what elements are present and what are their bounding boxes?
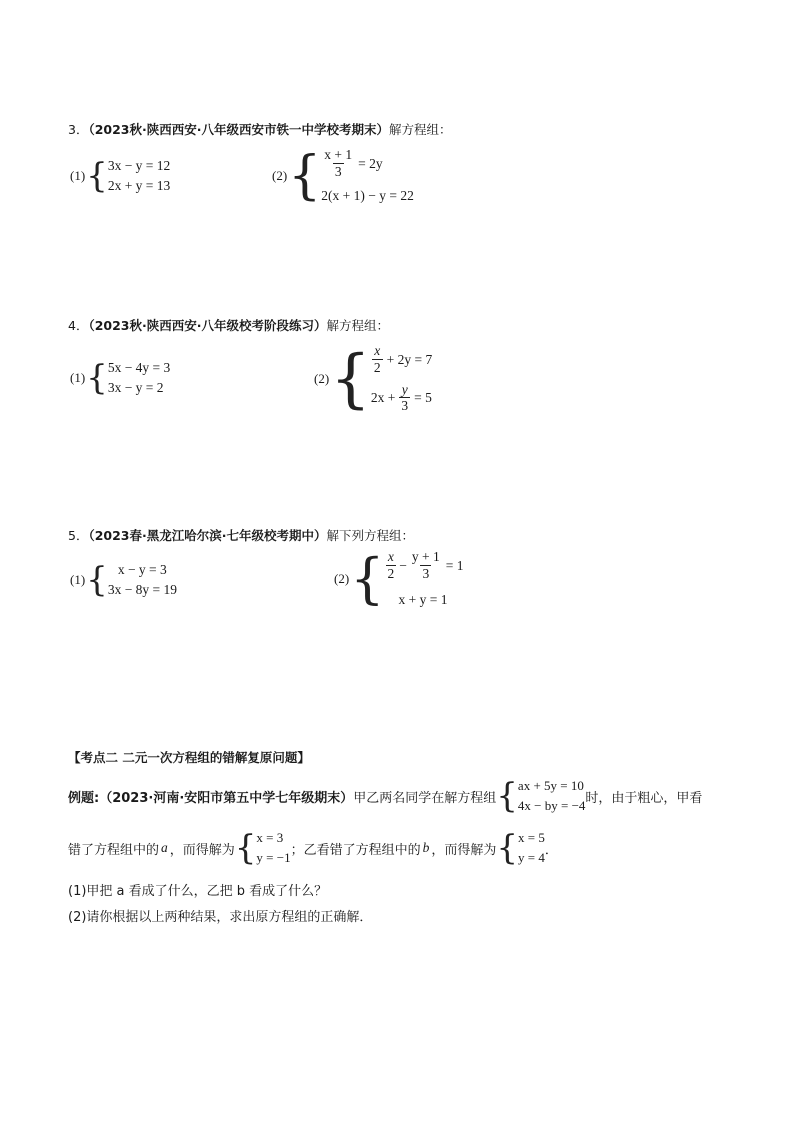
- equation-1: $\frac{x}{2}$ + 2y = 7: [373, 343, 433, 375]
- fraction: $\frac{x + 1}{3}$: [324, 147, 353, 179]
- left-brace: {: [86, 560, 108, 600]
- fraction: $\frac{y + 1}{3}$: [411, 549, 440, 581]
- left-brace: {: [234, 828, 257, 868]
- left-brace: {: [86, 156, 108, 196]
- question-1: (1)甲把 a 看成了什么，乙把 b 看成了什么？: [68, 884, 328, 899]
- example-system: [518, 778, 586, 814]
- equation-rows: [321, 148, 414, 204]
- problem-5-part-1: [70, 562, 177, 598]
- part-label: (1): [70, 168, 86, 183]
- problem-4-header: [68, 316, 389, 334]
- example-label: 例题:: [68, 790, 100, 806]
- equation-2: 2x + $\frac{y}{3}$ = 5: [370, 381, 432, 414]
- problem-source: （2023秋·陕西西安·八年级校考阶段练习）: [88, 318, 327, 333]
- problem-instruction: 解方程组：: [326, 318, 390, 333]
- equation-rows: [108, 562, 177, 598]
- system-equation-1: ax + 5y = 10: [517, 778, 584, 793]
- problem-4-part-1: [70, 360, 170, 396]
- problem-3-part-1: [70, 158, 170, 194]
- solution-2: x = 5 y = 4: [518, 830, 545, 865]
- fraction: $\frac{x}{2}$: [373, 343, 381, 375]
- example-source: （2023·河南·安阳市第五中学七年级期末）: [99, 790, 354, 806]
- problem-source: （2023春·黑龙江哈尔滨·七年级校考期中）: [88, 528, 327, 543]
- equation-2: 3x − 8y = 19: [107, 582, 178, 597]
- equation-1: x − y = 3: [117, 562, 167, 577]
- part-label: (2): [272, 168, 288, 183]
- left-brace: {: [288, 146, 322, 206]
- problem-3-header: [68, 120, 452, 138]
- left-brace: {: [496, 828, 519, 868]
- part-label: (2): [334, 571, 350, 586]
- problem-source: （2023秋·陕西西安·八年级西安市铁一中学校考期末）: [88, 122, 389, 137]
- equation-rows: [385, 550, 464, 608]
- fraction: $\frac{y}{3}$: [401, 381, 409, 414]
- equation-2: 3x − y = 2: [107, 380, 164, 395]
- problem-4-part-2: [314, 344, 432, 414]
- solution-1: x = 3 y = −1: [256, 830, 291, 865]
- fraction: $\frac{x}{2}$: [387, 549, 395, 581]
- example-line-1: [68, 776, 702, 816]
- left-brace: {: [86, 358, 108, 398]
- example-text: 时，由于粗心，甲看: [585, 790, 703, 806]
- question-2: (2)请你根据以上两种结果，求出原方程组的正确解．: [68, 910, 373, 925]
- system-equation-2: 4x − by = −4: [517, 798, 586, 813]
- part-label: (1): [70, 572, 86, 587]
- equation-1: $\frac{x}{2}$ − $\frac{y + 1}{3}$ = 1: [387, 549, 464, 581]
- section-heading: 【考点二 二元一次方程组的错解复原问题】: [68, 750, 310, 765]
- part-label: (1): [70, 370, 86, 385]
- left-brace: {: [496, 776, 518, 816]
- part-label: (2): [314, 371, 330, 386]
- problem-5-header: [68, 526, 414, 544]
- problem-3-part-2: [272, 148, 414, 204]
- equation-rows: [371, 344, 432, 414]
- equation-2: 2x + y = 13: [107, 178, 171, 193]
- variable-b: b: [422, 840, 430, 855]
- problem-number: 5．: [68, 528, 89, 543]
- equation-rows: [108, 158, 170, 194]
- equation-1: 5x − 4y = 3: [107, 360, 171, 375]
- left-brace: {: [330, 342, 371, 416]
- problem-instruction: 解方程组：: [389, 122, 452, 137]
- equation-rows: [108, 360, 170, 396]
- problem-number: 4．: [68, 318, 89, 333]
- left-brace: {: [350, 547, 385, 610]
- problem-instruction: 解下列方程组：: [326, 528, 415, 543]
- equation-2: 2(x + 1) − y = 22: [321, 188, 414, 203]
- problem-number: 3．: [68, 122, 89, 137]
- problem-5-part-2: [334, 547, 464, 610]
- equation-1: 3x − y = 12: [107, 158, 171, 173]
- equation-2: x + y = 1: [398, 592, 448, 607]
- variable-a: a: [161, 840, 168, 855]
- example-text: 甲乙两名同学在解方程组: [353, 790, 497, 806]
- equation-1: $\frac{x + 1}{3}$ = 2y: [324, 147, 383, 179]
- example-line-2: 错了方程组中的 a ，而得解为 { x = 3 y = −1 ；乙看错了方程组中的 b ，而得解为 { x = 5 y = 4 ．: [68, 828, 558, 868]
